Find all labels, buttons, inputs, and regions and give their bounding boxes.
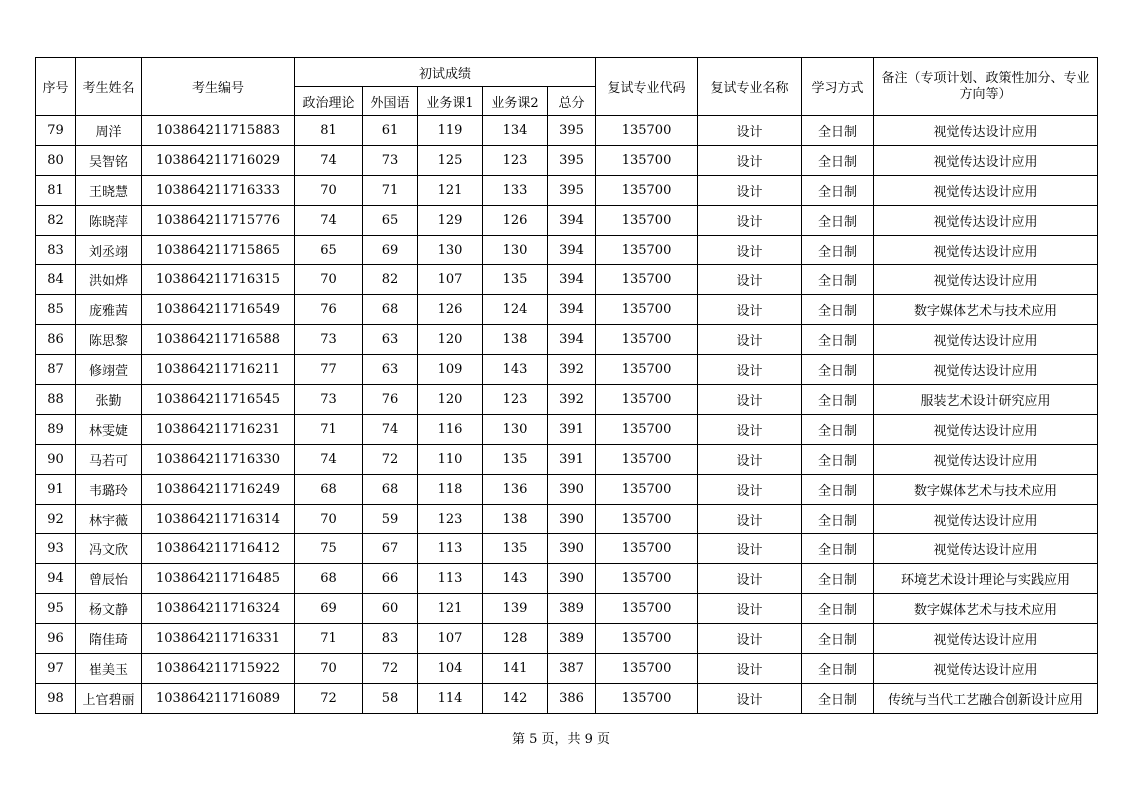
table-row [36, 145, 1098, 175]
cell-course-2: 134 [483, 116, 548, 146]
header-index: 序号 [36, 58, 76, 116]
cell-major-name: 设计 [698, 564, 802, 594]
cell-index: 80 [36, 145, 76, 175]
cell-total: 394 [548, 265, 596, 295]
cell-foreign-language: 59 [363, 504, 418, 534]
cell-candidate-id: 103864211716211 [142, 355, 295, 385]
cell-major-name: 设计 [698, 654, 802, 684]
cell-course-2: 130 [483, 414, 548, 444]
cell-politics: 65 [295, 235, 363, 265]
cell-study-mode: 全日制 [802, 145, 874, 175]
cell-major-name: 设计 [698, 295, 802, 325]
cell-note: 视觉传达设计应用 [874, 235, 1098, 265]
cell-major-name: 设计 [698, 624, 802, 654]
cell-foreign-language: 69 [363, 235, 418, 265]
cell-major-code: 135700 [596, 325, 698, 355]
cell-major-code: 135700 [596, 116, 698, 146]
cell-foreign-language: 68 [363, 295, 418, 325]
cell-index: 83 [36, 235, 76, 265]
cell-note: 视觉传达设计应用 [874, 504, 1098, 534]
cell-study-mode: 全日制 [802, 414, 874, 444]
cell-note: 视觉传达设计应用 [874, 355, 1098, 385]
cell-index: 88 [36, 385, 76, 415]
cell-candidate-id: 103864211715883 [142, 116, 295, 146]
cell-foreign-language: 74 [363, 414, 418, 444]
cell-total: 389 [548, 624, 596, 654]
table-row [36, 116, 1098, 146]
cell-name: 崔美玉 [76, 654, 142, 684]
cell-major-code: 135700 [596, 295, 698, 325]
cell-politics: 70 [295, 175, 363, 205]
header-course-2: 业务课2 [483, 87, 548, 116]
cell-total: 389 [548, 594, 596, 624]
cell-major-name: 设计 [698, 205, 802, 235]
cell-foreign-language: 66 [363, 564, 418, 594]
cell-politics: 69 [295, 594, 363, 624]
cell-index: 98 [36, 683, 76, 713]
cell-politics: 75 [295, 534, 363, 564]
cell-candidate-id: 103864211716545 [142, 385, 295, 415]
table-row [36, 325, 1098, 355]
cell-note: 服装艺术设计研究应用 [874, 385, 1098, 415]
cell-note: 传统与当代工艺融合创新设计应用 [874, 683, 1098, 713]
cell-course-1: 109 [418, 355, 483, 385]
cell-name: 隋佳琦 [76, 624, 142, 654]
cell-foreign-language: 72 [363, 654, 418, 684]
cell-study-mode: 全日制 [802, 116, 874, 146]
cell-candidate-id: 103864211716412 [142, 534, 295, 564]
cell-foreign-language: 83 [363, 624, 418, 654]
cell-course-2: 135 [483, 265, 548, 295]
table-row [36, 624, 1098, 654]
cell-major-name: 设计 [698, 385, 802, 415]
cell-foreign-language: 60 [363, 594, 418, 624]
cell-candidate-id: 103864211716330 [142, 444, 295, 474]
table-header [36, 58, 1098, 116]
cell-note: 视觉传达设计应用 [874, 414, 1098, 444]
score-table [35, 57, 1098, 714]
cell-course-2: 141 [483, 654, 548, 684]
cell-politics: 70 [295, 265, 363, 295]
cell-total: 390 [548, 474, 596, 504]
cell-major-code: 135700 [596, 624, 698, 654]
cell-politics: 72 [295, 683, 363, 713]
cell-note: 视觉传达设计应用 [874, 624, 1098, 654]
cell-major-name: 设计 [698, 594, 802, 624]
cell-index: 93 [36, 534, 76, 564]
cell-note: 视觉传达设计应用 [874, 325, 1098, 355]
cell-course-2: 135 [483, 534, 548, 564]
header-total: 总分 [548, 87, 596, 116]
cell-study-mode: 全日制 [802, 325, 874, 355]
cell-course-1: 121 [418, 594, 483, 624]
cell-total: 395 [548, 145, 596, 175]
cell-total: 391 [548, 444, 596, 474]
cell-foreign-language: 82 [363, 265, 418, 295]
cell-index: 82 [36, 205, 76, 235]
cell-major-code: 135700 [596, 683, 698, 713]
cell-study-mode: 全日制 [802, 564, 874, 594]
header-foreign-language: 外国语 [363, 87, 418, 116]
cell-note: 视觉传达设计应用 [874, 265, 1098, 295]
cell-major-code: 135700 [596, 205, 698, 235]
cell-note: 视觉传达设计应用 [874, 654, 1098, 684]
cell-name: 修翊萱 [76, 355, 142, 385]
table-row [36, 683, 1098, 713]
cell-major-code: 135700 [596, 355, 698, 385]
cell-foreign-language: 72 [363, 444, 418, 474]
cell-name: 陈思黎 [76, 325, 142, 355]
page-number: 第 5 页，共 9 页 [511, 732, 611, 747]
cell-course-1: 113 [418, 564, 483, 594]
cell-candidate-id: 103864211716029 [142, 145, 295, 175]
cell-name: 杨文静 [76, 594, 142, 624]
cell-major-name: 设计 [698, 504, 802, 534]
cell-total: 386 [548, 683, 596, 713]
cell-major-name: 设计 [698, 414, 802, 444]
cell-index: 97 [36, 654, 76, 684]
cell-foreign-language: 71 [363, 175, 418, 205]
cell-candidate-id: 103864211716549 [142, 295, 295, 325]
cell-course-1: 104 [418, 654, 483, 684]
cell-name: 吴智铭 [76, 145, 142, 175]
cell-candidate-id: 103864211715776 [142, 205, 295, 235]
cell-candidate-id: 103864211715865 [142, 235, 295, 265]
cell-total: 390 [548, 504, 596, 534]
cell-note: 视觉传达设计应用 [874, 205, 1098, 235]
cell-course-1: 110 [418, 444, 483, 474]
cell-study-mode: 全日制 [802, 444, 874, 474]
cell-course-1: 120 [418, 325, 483, 355]
cell-foreign-language: 73 [363, 145, 418, 175]
cell-course-1: 126 [418, 295, 483, 325]
cell-politics: 70 [295, 654, 363, 684]
table-row [36, 355, 1098, 385]
cell-course-2: 130 [483, 235, 548, 265]
cell-total: 394 [548, 235, 596, 265]
cell-course-1: 118 [418, 474, 483, 504]
cell-note: 数字媒体艺术与技术应用 [874, 594, 1098, 624]
cell-major-code: 135700 [596, 534, 698, 564]
cell-course-1: 113 [418, 534, 483, 564]
cell-total: 390 [548, 564, 596, 594]
cell-politics: 74 [295, 205, 363, 235]
cell-course-2: 143 [483, 564, 548, 594]
cell-study-mode: 全日制 [802, 624, 874, 654]
cell-candidate-id: 103864211716231 [142, 414, 295, 444]
cell-major-name: 设计 [698, 474, 802, 504]
cell-major-code: 135700 [596, 175, 698, 205]
cell-note: 视觉传达设计应用 [874, 534, 1098, 564]
cell-foreign-language: 61 [363, 116, 418, 146]
cell-study-mode: 全日制 [802, 355, 874, 385]
cell-course-2: 123 [483, 145, 548, 175]
cell-total: 394 [548, 205, 596, 235]
cell-politics: 81 [295, 116, 363, 146]
cell-major-name: 设计 [698, 145, 802, 175]
cell-politics: 68 [295, 474, 363, 504]
cell-study-mode: 全日制 [802, 175, 874, 205]
table-row [36, 594, 1098, 624]
header-study-mode: 学习方式 [802, 58, 874, 116]
cell-name: 曾辰怡 [76, 564, 142, 594]
cell-index: 95 [36, 594, 76, 624]
cell-total: 395 [548, 116, 596, 146]
cell-major-name: 设计 [698, 235, 802, 265]
cell-study-mode: 全日制 [802, 265, 874, 295]
table-row [36, 235, 1098, 265]
cell-politics: 71 [295, 624, 363, 654]
header-course-1: 业务课1 [418, 87, 483, 116]
cell-politics: 77 [295, 355, 363, 385]
cell-major-code: 135700 [596, 265, 698, 295]
cell-course-1: 130 [418, 235, 483, 265]
cell-foreign-language: 65 [363, 205, 418, 235]
cell-major-code: 135700 [596, 474, 698, 504]
cell-major-name: 设计 [698, 444, 802, 474]
cell-index: 85 [36, 295, 76, 325]
cell-total: 394 [548, 325, 596, 355]
table-row [36, 265, 1098, 295]
cell-study-mode: 全日制 [802, 385, 874, 415]
cell-study-mode: 全日制 [802, 295, 874, 325]
cell-politics: 73 [295, 385, 363, 415]
cell-name: 刘丞翊 [76, 235, 142, 265]
cell-name: 马若可 [76, 444, 142, 474]
cell-foreign-language: 63 [363, 355, 418, 385]
cell-total: 390 [548, 534, 596, 564]
table-row [36, 205, 1098, 235]
table-row [36, 474, 1098, 504]
header-major-name: 复试专业名称 [698, 58, 802, 116]
cell-total: 387 [548, 654, 596, 684]
cell-note: 视觉传达设计应用 [874, 116, 1098, 146]
cell-foreign-language: 76 [363, 385, 418, 415]
header-politics: 政治理论 [295, 87, 363, 116]
cell-foreign-language: 68 [363, 474, 418, 504]
cell-total: 392 [548, 385, 596, 415]
cell-major-name: 设计 [698, 175, 802, 205]
cell-course-1: 129 [418, 205, 483, 235]
cell-course-1: 123 [418, 504, 483, 534]
table-row [36, 504, 1098, 534]
cell-index: 96 [36, 624, 76, 654]
cell-name: 王晓慧 [76, 175, 142, 205]
header-major-code: 复试专业代码 [596, 58, 698, 116]
table-row [36, 385, 1098, 415]
cell-candidate-id: 103864211716089 [142, 683, 295, 713]
cell-foreign-language: 67 [363, 534, 418, 564]
cell-course-1: 121 [418, 175, 483, 205]
table-row [36, 414, 1098, 444]
cell-study-mode: 全日制 [802, 504, 874, 534]
cell-course-2: 139 [483, 594, 548, 624]
cell-major-code: 135700 [596, 654, 698, 684]
cell-name: 上官碧丽 [76, 683, 142, 713]
cell-course-2: 138 [483, 504, 548, 534]
cell-candidate-id: 103864211716315 [142, 265, 295, 295]
cell-total: 394 [548, 295, 596, 325]
cell-major-code: 135700 [596, 385, 698, 415]
cell-course-2: 123 [483, 385, 548, 415]
cell-index: 84 [36, 265, 76, 295]
cell-major-code: 135700 [596, 504, 698, 534]
cell-major-code: 135700 [596, 444, 698, 474]
cell-course-2: 136 [483, 474, 548, 504]
cell-study-mode: 全日制 [802, 534, 874, 564]
cell-course-1: 107 [418, 624, 483, 654]
cell-candidate-id: 103864211715922 [142, 654, 295, 684]
cell-name: 陈晓萍 [76, 205, 142, 235]
cell-index: 86 [36, 325, 76, 355]
cell-major-name: 设计 [698, 534, 802, 564]
cell-course-2: 126 [483, 205, 548, 235]
cell-foreign-language: 58 [363, 683, 418, 713]
cell-politics: 74 [295, 444, 363, 474]
cell-study-mode: 全日制 [802, 594, 874, 624]
cell-candidate-id: 103864211716314 [142, 504, 295, 534]
table-row [36, 295, 1098, 325]
header-row-1 [36, 58, 1098, 87]
table-body [36, 116, 1098, 714]
cell-index: 92 [36, 504, 76, 534]
cell-politics: 71 [295, 414, 363, 444]
table-row [36, 444, 1098, 474]
cell-politics: 68 [295, 564, 363, 594]
cell-note: 视觉传达设计应用 [874, 145, 1098, 175]
header-initial-scores: 初试成绩 [295, 58, 596, 87]
cell-index: 79 [36, 116, 76, 146]
cell-major-name: 设计 [698, 355, 802, 385]
cell-note: 环境艺术设计理论与实践应用 [874, 564, 1098, 594]
table-row [36, 534, 1098, 564]
cell-course-1: 107 [418, 265, 483, 295]
table-row [36, 654, 1098, 684]
cell-course-1: 119 [418, 116, 483, 146]
cell-course-2: 124 [483, 295, 548, 325]
cell-index: 94 [36, 564, 76, 594]
cell-note: 数字媒体艺术与技术应用 [874, 295, 1098, 325]
cell-candidate-id: 103864211716324 [142, 594, 295, 624]
cell-index: 91 [36, 474, 76, 504]
cell-study-mode: 全日制 [802, 654, 874, 684]
cell-politics: 70 [295, 504, 363, 534]
cell-major-name: 设计 [698, 116, 802, 146]
cell-major-name: 设计 [698, 265, 802, 295]
cell-name: 庞雅茜 [76, 295, 142, 325]
cell-note: 视觉传达设计应用 [874, 175, 1098, 205]
cell-major-code: 135700 [596, 594, 698, 624]
cell-politics: 74 [295, 145, 363, 175]
header-name: 考生姓名 [76, 58, 142, 116]
cell-name: 冯文欣 [76, 534, 142, 564]
cell-course-2: 142 [483, 683, 548, 713]
cell-name: 洪如烨 [76, 265, 142, 295]
cell-note: 视觉传达设计应用 [874, 444, 1098, 474]
cell-course-2: 143 [483, 355, 548, 385]
cell-politics: 73 [295, 325, 363, 355]
cell-major-code: 135700 [596, 235, 698, 265]
cell-total: 392 [548, 355, 596, 385]
cell-course-2: 133 [483, 175, 548, 205]
cell-course-1: 114 [418, 683, 483, 713]
cell-major-name: 设计 [698, 683, 802, 713]
cell-course-1: 125 [418, 145, 483, 175]
cell-name: 林宇薇 [76, 504, 142, 534]
table-row [36, 564, 1098, 594]
cell-foreign-language: 63 [363, 325, 418, 355]
cell-study-mode: 全日制 [802, 683, 874, 713]
cell-course-2: 138 [483, 325, 548, 355]
cell-index: 89 [36, 414, 76, 444]
cell-course-1: 120 [418, 385, 483, 415]
cell-name: 韦璐玲 [76, 474, 142, 504]
cell-course-2: 128 [483, 624, 548, 654]
cell-study-mode: 全日制 [802, 235, 874, 265]
header-id: 考生编号 [142, 58, 295, 116]
cell-index: 81 [36, 175, 76, 205]
cell-candidate-id: 103864211716333 [142, 175, 295, 205]
cell-study-mode: 全日制 [802, 205, 874, 235]
cell-index: 90 [36, 444, 76, 474]
table-row [36, 175, 1098, 205]
cell-major-name: 设计 [698, 325, 802, 355]
cell-study-mode: 全日制 [802, 474, 874, 504]
cell-major-code: 135700 [596, 414, 698, 444]
cell-course-1: 116 [418, 414, 483, 444]
cell-candidate-id: 103864211716485 [142, 564, 295, 594]
cell-total: 395 [548, 175, 596, 205]
cell-course-2: 135 [483, 444, 548, 474]
cell-name: 张勤 [76, 385, 142, 415]
cell-major-code: 135700 [596, 564, 698, 594]
cell-candidate-id: 103864211716331 [142, 624, 295, 654]
cell-candidate-id: 103864211716249 [142, 474, 295, 504]
cell-index: 87 [36, 355, 76, 385]
cell-candidate-id: 103864211716588 [142, 325, 295, 355]
cell-name: 周洋 [76, 116, 142, 146]
header-note: 备注（专项计划、政策性加分、专业方向等） [874, 58, 1098, 116]
cell-major-code: 135700 [596, 145, 698, 175]
cell-note: 数字媒体艺术与技术应用 [874, 474, 1098, 504]
cell-name: 林雯婕 [76, 414, 142, 444]
cell-total: 391 [548, 414, 596, 444]
cell-politics: 76 [295, 295, 363, 325]
